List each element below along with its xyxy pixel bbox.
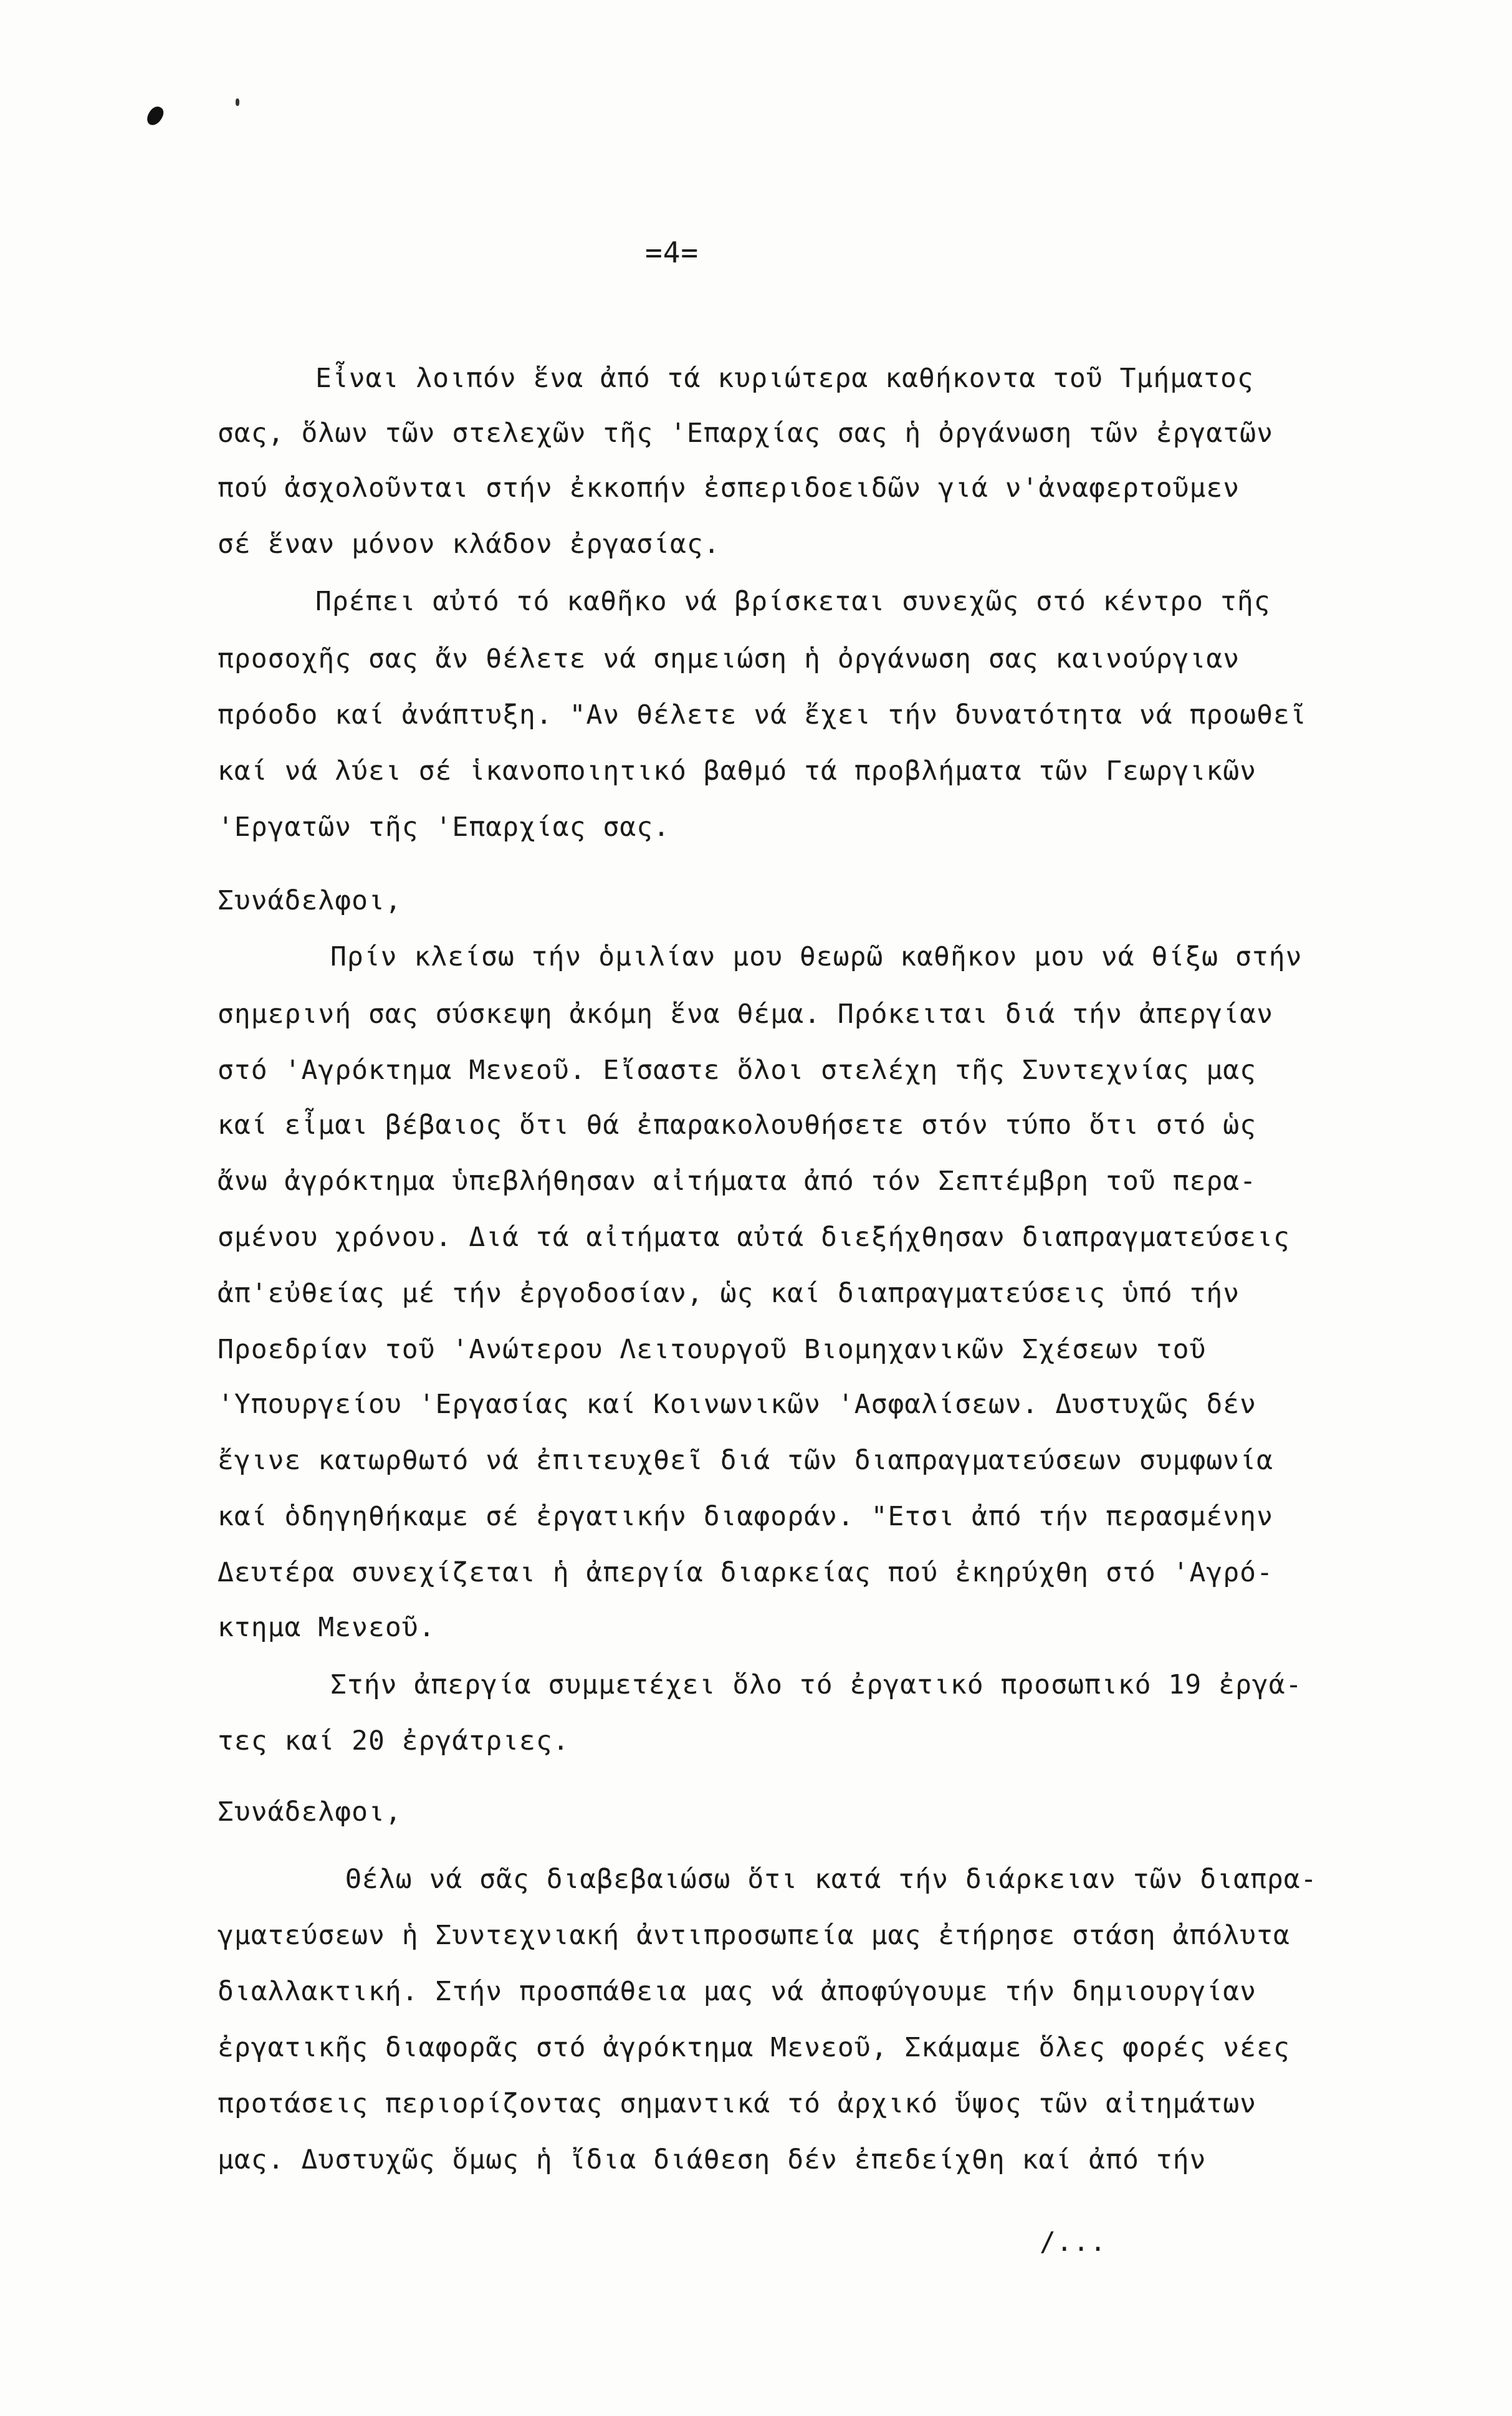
text-line: σέ ἕναν μόνον κλάδον ἐργασίας.: [218, 529, 720, 560]
text-line: Εἶναι λοιπόν ἕνα ἀπό τά κυριώτερα καθήκοντα τοῦ Τμήματος: [315, 363, 1254, 394]
salutation: Συνάδελφοι,: [218, 885, 402, 916]
text-line: διαλλακτική. Στήν προσπάθεια μας νά ἀποφύγουμε τήν δημιουργίαν: [218, 1976, 1257, 2007]
text-line: Πρίν κλείσω τήν ὁμιλίαν μου θεωρῶ καθῆκον μου νά θίξω στήν: [330, 941, 1303, 972]
text-line: Πρέπει αὐτό τό καθῆκο νά βρίσκεται συνεχῶς στό κέντρο τῆς: [315, 586, 1271, 617]
ink-mark-small: [236, 98, 239, 106]
text-line: πρόοδο καί ἀνάπτυξη. "Αν θέλετε νά ἔχει τήν δυνατότητα νά προωθεῖ: [218, 699, 1307, 731]
text-line: Δευτέρα συνεχίζεται ἡ ἀπεργία διαρκείας πού ἐκηρύχθη στό 'Αγρό-: [218, 1557, 1273, 1588]
text-line: Στήν ἀπεργία συμμετέχει ὅλο τό ἐργατικό προσωπικό 19 ἐργά-: [330, 1669, 1303, 1700]
text-line: προσοχῆς σας ἄν θέλετε νά σημειώση ἡ ὀργάνωση σας καινούργιαν: [218, 643, 1240, 674]
text-line: ἄνω ἀγρόκτημα ὑπεβλήθησαν αἰτήματα ἀπό τόν Σεπτέμβρη τοῦ περα-: [218, 1166, 1257, 1197]
text-line: ἀπ'εὐθείας μέ τήν ἐργοδοσίαν, ὡς καί διαπραγματεύσεις ὑπό τήν: [218, 1278, 1240, 1309]
text-line: κτημα Μενεοῦ.: [218, 1612, 436, 1643]
text-line: καί εἶμαι βέβαιος ὅτι θά ἐπαρακολουθήσετε στόν τύπο ὅτι στό ὡς: [218, 1110, 1257, 1141]
text-line: καί νά λύει σέ ἱκανοποιητικό βαθμό τά προβλήματα τῶν Γεωργικῶν: [218, 755, 1257, 787]
text-line: ἐργατικῆς διαφορᾶς στό ἀγρόκτημα Μενεοῦ, Σκάμαμε ὅλες φορές νέες: [218, 2032, 1290, 2063]
text-line: προτάσεις περιορίζοντας σημαντικά τό ἀρχικό ὕψος τῶν αἰτημάτων: [218, 2088, 1257, 2119]
salutation: Συνάδελφοι,: [218, 1796, 402, 1828]
text-line: σας, ὅλων τῶν στελεχῶν τῆς 'Επαρχίας σας ἡ ὀργάνωση τῶν ἐργατῶν: [218, 418, 1273, 449]
text-line: 'Εργατῶν τῆς 'Επαρχίας σας.: [218, 812, 670, 843]
text-line: γματεύσεων ἡ Συντεχνιακή ἀντιπροσωπεία μας ἐτήρησε στάση ἀπόλυτα: [218, 1920, 1290, 1951]
text-line: ἔγινε κατωρθωτό νά ἐπιτευχθεῖ διά τῶν διαπραγματεύσεων συμφωνία: [218, 1445, 1273, 1476]
text-line: πού ἀσχολοῦνται στήν ἐκκοπήν ἐσπεριδοειδῶν γιά ν'ἀναφερτοῦμεν: [218, 472, 1240, 504]
text-line: Θέλω νά σᾶς διαβεβαιώσω ὅτι κατά τήν διάρκειαν τῶν διαπρα-: [345, 1864, 1318, 1895]
continuation-mark: /...: [1040, 2227, 1107, 2258]
page-number: =4=: [645, 236, 699, 269]
text-line: Προεδρίαν τοῦ 'Ανώτερου Λειτουργοῦ Βιομηχανικῶν Σχέσεων τοῦ: [218, 1334, 1207, 1365]
text-line: τες καί 20 ἐργάτριες.: [218, 1725, 570, 1757]
text-line: στό 'Αγρόκτημα Μενεοῦ. Εἴσαστε ὅλοι στελέχη τῆς Συντεχνίας μας: [218, 1055, 1257, 1086]
ink-mark: [145, 104, 166, 128]
text-line: καί ὁδηγηθήκαμε σέ ἐργατικήν διαφοράν. "Ετσι ἀπό τήν περασμένην: [218, 1501, 1273, 1532]
text-line: σημερινή σας σύσκεψη ἀκόμη ἕνα θέμα. Πρόκειται διά τήν ἀπεργίαν: [218, 999, 1273, 1030]
text-line: σμένου χρόνου. Διά τά αἰτήματα αὐτά διεξήχθησαν διαπραγματεύσεις: [218, 1222, 1290, 1253]
text-line: 'Υπουργείου 'Εργασίας καί Κοινωνικῶν 'Ασφαλίσεων. Δυστυχῶς δέν: [218, 1389, 1257, 1420]
text-line: μας. Δυστυχῶς ὅμως ἡ ἴδια διάθεση δέν ἐπεδείχθη καί ἀπό τήν: [218, 2144, 1207, 2175]
